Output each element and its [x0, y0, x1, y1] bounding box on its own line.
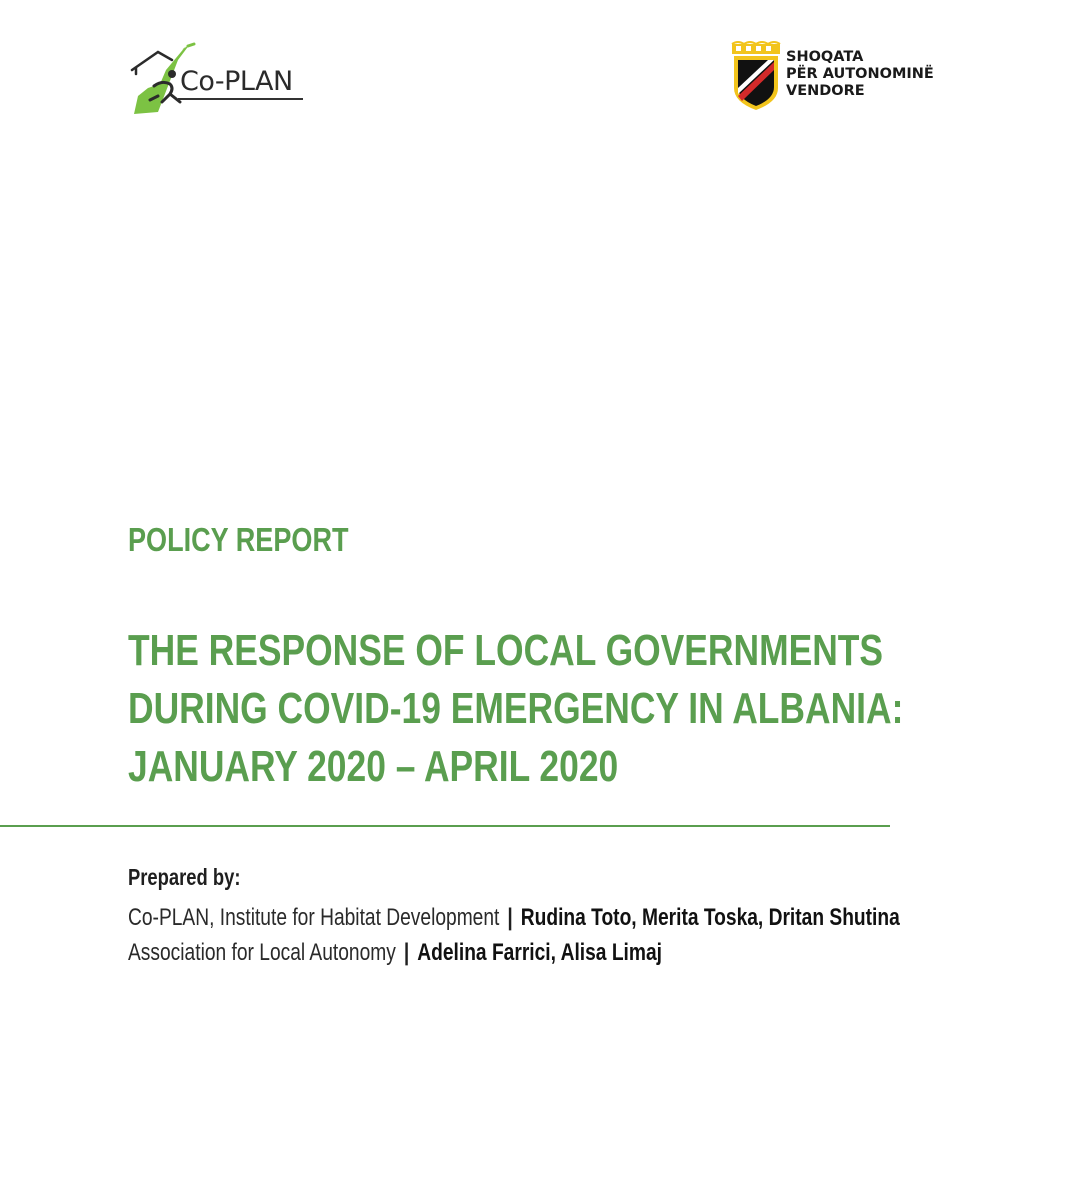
credit-organization: Co-PLAN, Institute for Habitat Development	[128, 904, 500, 931]
credit-authors: Rudina Toto, Merita Toska, Dritan Shutina	[520, 904, 900, 931]
shoqata-logo-line: PËR AUTONOMINË	[786, 66, 934, 82]
crown-shield-icon	[728, 40, 784, 112]
report-title-line: DURING COVID-19 EMERGENCY IN ALBANIA:	[128, 684, 904, 733]
coplan-logo-name: Co-PLAN	[180, 66, 293, 97]
coplan-logo-underline	[178, 98, 303, 100]
credit-organization: Association for Local Autonomy	[128, 939, 396, 966]
divider-rule	[0, 825, 890, 827]
credit-separator: |	[507, 904, 513, 931]
shoqata-logo-line: VENDORE	[786, 83, 865, 99]
credit-separator: |	[403, 939, 410, 966]
report-title	[128, 622, 904, 796]
report-type-kicker: POLICY REPORT	[128, 521, 349, 558]
shoqata-logo	[728, 40, 958, 114]
report-title-line: THE RESPONSE OF LOCAL GOVERNMENTS	[128, 626, 884, 675]
prepared-by-label: Prepared by:	[128, 864, 241, 890]
credit-line	[128, 939, 662, 967]
shoqata-logo-text	[786, 49, 934, 100]
report-title-line: JANUARY 2020 – APRIL 2020	[128, 742, 619, 791]
credit-authors: Adelina Farrici, Alisa Limaj	[417, 939, 662, 966]
coplan-logo	[128, 40, 308, 120]
credit-line	[128, 904, 900, 932]
shoqata-logo-line: SHOQATA	[786, 49, 864, 65]
